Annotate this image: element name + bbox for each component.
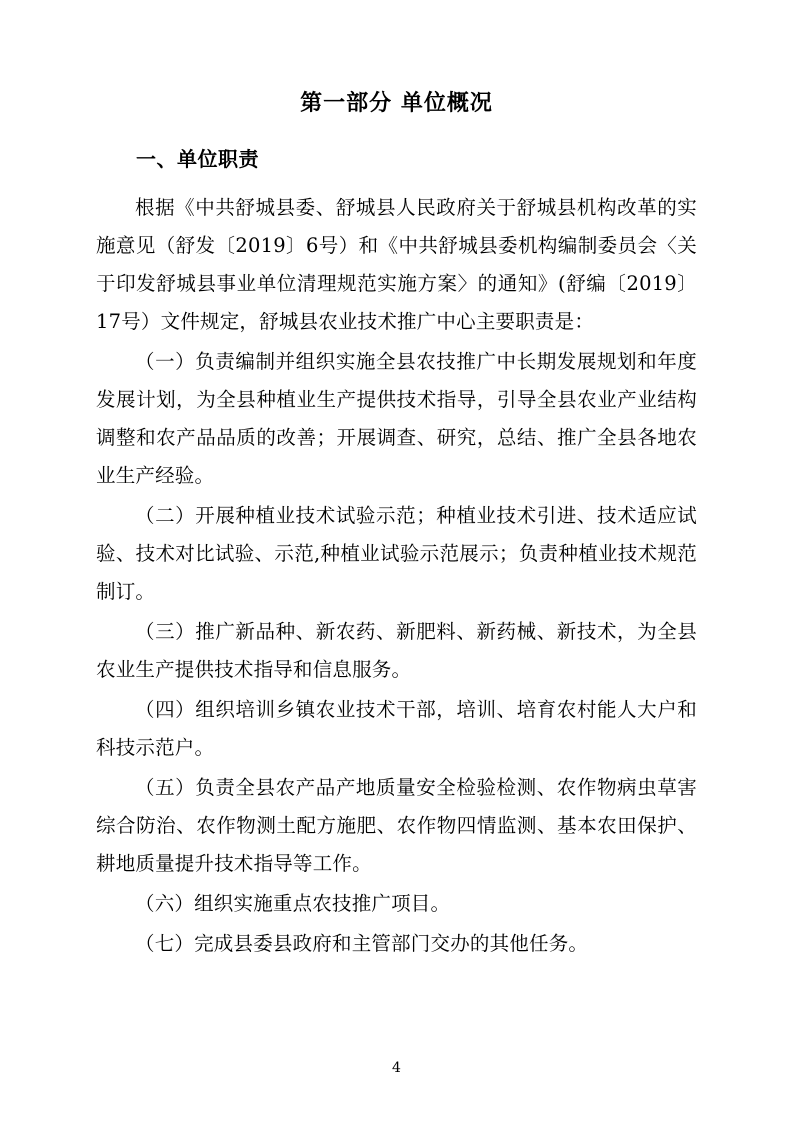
page-number: 4 <box>392 1060 401 1076</box>
body-paragraph: （五）负责全县农产品产地质量安全检验检测、农作物病虫草害综合防治、农作物测土配方施肥、农作物四情监测、基本农田保护、耕地质量提升技术指导等工作。 <box>96 776 697 876</box>
body-paragraph: （四）组织培训乡镇农业技术干部，培训、培育农村能人大户和科技示范户。 <box>96 698 697 760</box>
body-paragraph: （一）负责编制并组织实施全县农技推广中长期发展规划和年度发展计划，为全县种植业生产提供技术指导，引导全县农业产业结构调整和农产品品质的改善；开展调查、研究，总结、推广全县各地农业生产经验。 <box>96 350 697 488</box>
page-title: 第一部分 单位概况 <box>300 90 493 116</box>
body-paragraph: （三）推广新品种、新农药、新肥料、新药械、新技术，为全县农业生产提供技术指导和信息服务。 <box>96 620 697 682</box>
body-paragraph: （六）组织实施重点农技推广项目。 <box>135 892 451 916</box>
body-paragraph: 根据《中共舒城县委、舒城县人民政府关于舒城县机构改革的实施意见（舒发〔2019〕6号）和《中共舒城县委机构编制委员会〈关于印发舒城县事业单位清理规范实施方案〉的通知》(舒编〔2019〕17号）文件规定，舒城县农业技术推广中心主要职责是： <box>96 196 697 334</box>
body-paragraph: （二）开展种植业技术试验示范；种植业技术引进、技术适应试验、技术对比试验、示范,种植业试验示范展示；负责种植业技术规范制订。 <box>96 504 697 604</box>
body-paragraph: （七）完成县委县政府和主管部门交办的其他任务。 <box>135 932 589 956</box>
section-heading: 一、单位职责 <box>136 147 259 172</box>
